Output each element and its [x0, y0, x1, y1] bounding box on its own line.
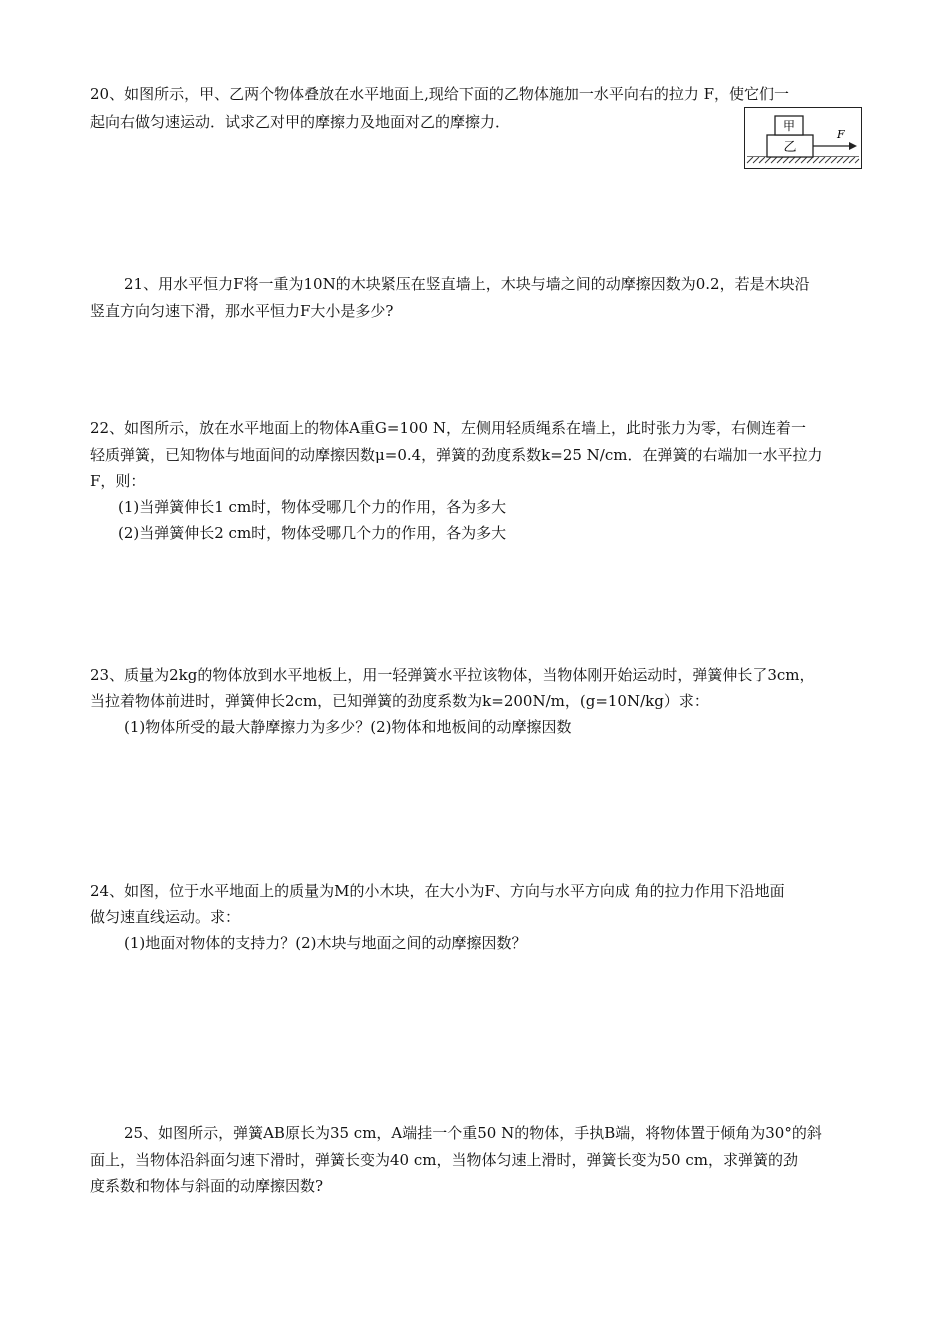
q25-line1: 25、如图所示，弹簧AB原长为35 cm，A端挂一个重50 N的物体，手执B端，将物体置于倾角为30°的斜	[124, 1124, 822, 1142]
q23-line1: 23、质量为2kg的物体放到水平地板上，用一轻弹簧水平拉该物体，当物体刚开始运动时，弹簧伸长了3cm，	[90, 666, 815, 684]
q20-line2: 起向右做匀速运动．试求乙对甲的摩擦力及地面对乙的摩擦力．	[90, 113, 511, 131]
q21-line1: 21、用水平恒力F将一重为10N的木块紧压在竖直墙上，木块与墙之间的动摩擦因数为0.2，若是木块沿	[124, 275, 810, 293]
q23-line2: 当拉着物体前进时，弹簧伸长2cm，已知弹簧的劲度系数为k=200N/m，(g=10N/kg）求：	[90, 692, 709, 710]
q24-line1: 24、如图，位于水平地面上的质量为M的小木块，在大小为F、方向与水平方向成 角的拉力作用下沿地面	[90, 882, 785, 900]
ground-hatch	[747, 157, 859, 163]
q24-sub1: (1)地面对物体的支持力？(2)木块与地面之间的动摩擦因数？	[124, 934, 527, 952]
q22-line3: F，则：	[90, 472, 146, 490]
q22-line1: 22、如图所示，放在水平地面上的物体A重G=100 N，左侧用轻质绳系在墙上，此时张力为零，右侧连着一	[90, 419, 806, 437]
q22-sub1: (1)当弹簧伸长1 cm时，物体受哪几个力的作用，各为多大	[118, 498, 507, 516]
q20-line1: 20、如图所示，甲、乙两个物体叠放在水平地面上,现给下面的乙物体施加一水平向右的拉力 F，使它们一	[90, 85, 790, 103]
q25-line3: 度系数和物体与斜面的动摩擦因数?	[90, 1177, 324, 1195]
q24-line2: 做匀速直线运动。求：	[90, 908, 241, 926]
q20-figure-stacked-blocks	[744, 107, 862, 169]
force-arrowhead	[849, 142, 857, 150]
block-jia-label: 甲	[782, 119, 796, 133]
q22-sub2: (2)当弹簧伸长2 cm时，物体受哪几个力的作用，各为多大	[118, 524, 507, 542]
force-label: F	[837, 128, 845, 141]
q25-line2: 面上，当物体沿斜面匀速下滑时，弹簧长变为40 cm，当物体匀速上滑时，弹簧长变为50 cm，求弹簧的劲	[90, 1151, 798, 1169]
q22-line2: 轻质弹簧，已知物体与地面间的动摩擦因数μ=0.4，弹簧的劲度系数k=25 N/cm．在弹簧的右端加一水平拉力	[90, 446, 823, 464]
block-yi-label: 乙	[783, 140, 797, 155]
q21-line2: 竖直方向匀速下滑，那水平恒力F大小是多少?	[90, 302, 394, 320]
q23-sub1: (1)物体所受的最大静摩擦力为多少？(2)物体和地板间的动摩擦因数	[124, 718, 572, 736]
